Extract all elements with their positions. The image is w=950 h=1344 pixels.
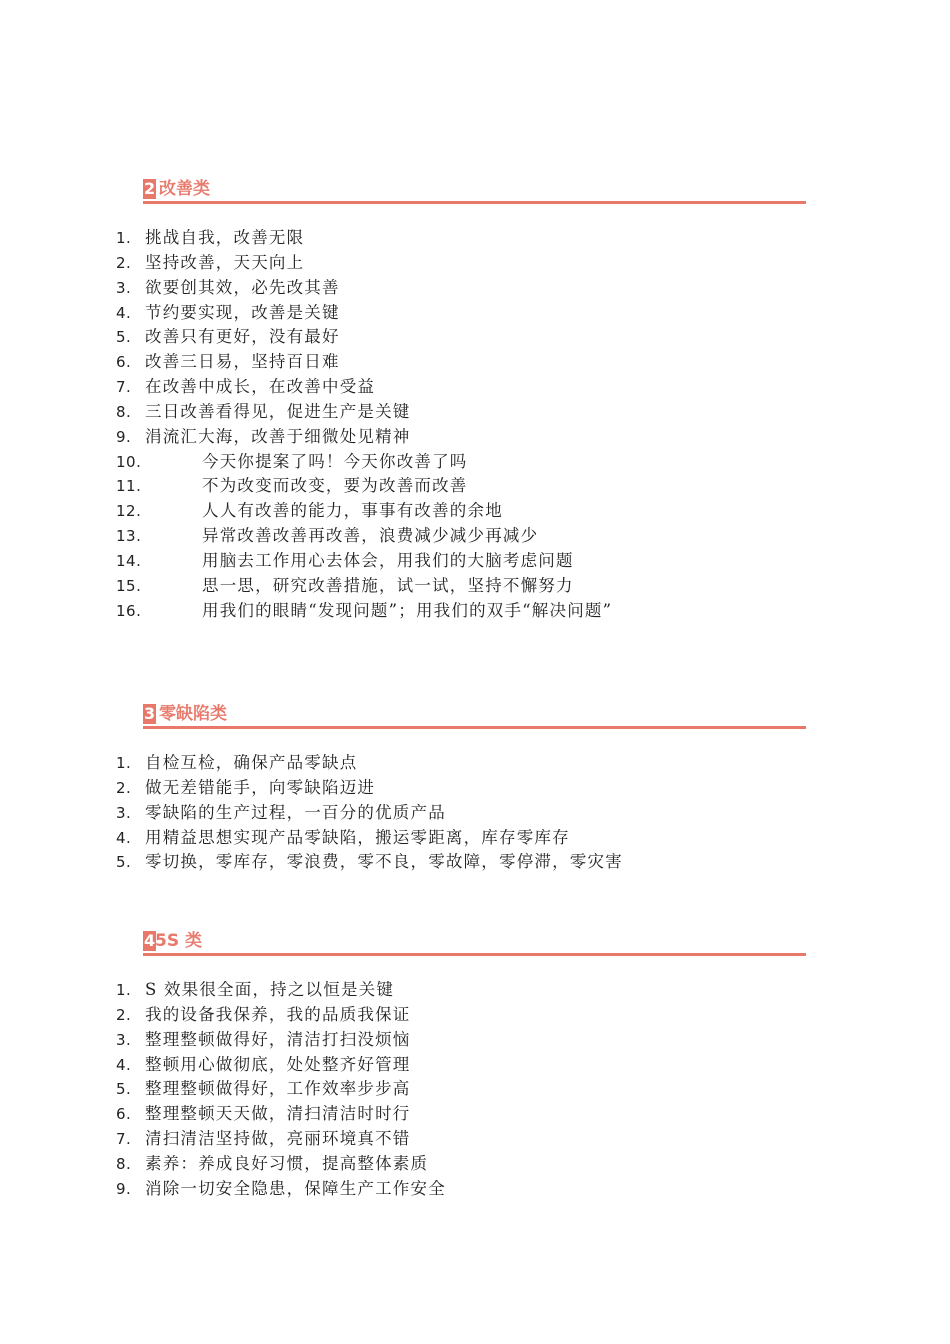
- section-number: 4: [144, 931, 156, 950]
- item-text: 在改善中成长，在改善中受益: [145, 377, 376, 397]
- list-item: [116, 474, 612, 499]
- item-number: 10.: [116, 452, 142, 471]
- list-item: [116, 450, 612, 475]
- item-number: 12.: [116, 502, 142, 521]
- item-text: 整理整顿做得好，清洁打扫没烦恼: [145, 1029, 411, 1049]
- list-item: [116, 1077, 446, 1102]
- section-title: 5S 类: [155, 931, 202, 951]
- item-text: 整理整顿天天做，清扫清洁时时行: [145, 1104, 411, 1124]
- item-text: 零缺陷的生产过程，一百分的优质产品: [145, 802, 446, 822]
- item-number: 8.: [116, 402, 132, 421]
- item-number: 14.: [116, 551, 142, 570]
- list-item: [116, 301, 612, 326]
- list-item: [116, 1177, 446, 1202]
- list-item: [116, 776, 623, 801]
- section-heading: [143, 171, 806, 204]
- item-text: 涓流汇大海，改善于细微处见精神: [145, 426, 411, 446]
- item-text: 改善三日易，坚持百日难: [145, 352, 340, 372]
- item-text: 整顿用心做彻底，处处整齐好管理: [145, 1054, 411, 1074]
- list-item: [116, 325, 612, 350]
- list-item: [116, 549, 612, 574]
- section-heading: [143, 923, 806, 956]
- item-text: 不为改变而改变，要为改善而改善: [202, 476, 468, 496]
- list-item: [116, 226, 612, 251]
- item-number: 4.: [116, 303, 132, 322]
- item-text: 异常改善改善再改善，浪费减少减少再减少: [202, 526, 539, 546]
- item-number: 16.: [116, 601, 142, 620]
- item-text: 自检互检，确保产品零缺点: [145, 753, 358, 772]
- item-text: 思一思，研究改善措施，试一试，坚持不懈努力: [202, 575, 574, 595]
- section-number: 3: [144, 704, 156, 723]
- item-text: 做无差错能手，向零缺陷迈进: [145, 777, 376, 797]
- item-text: 人人有改善的能力，事事有改善的余地: [202, 501, 503, 521]
- list-item: [116, 1053, 446, 1078]
- item-number: 6.: [116, 353, 132, 372]
- slogan-list: [116, 751, 623, 875]
- list-item: [116, 425, 612, 450]
- slogan-list: [116, 978, 446, 1202]
- item-text: 消除一切安全隐患，保障生产工作安全: [145, 1178, 446, 1198]
- item-number: 2.: [116, 778, 132, 797]
- item-number: 9.: [116, 427, 132, 446]
- item-text: 改善只有更好，没有最好: [145, 327, 340, 347]
- list-item: [116, 350, 612, 375]
- list-item: [116, 751, 623, 776]
- list-item: [116, 400, 612, 425]
- item-text: 整理整顿做得好，工作效率步步高: [145, 1079, 411, 1099]
- item-number: 15.: [116, 576, 142, 595]
- item-number: 2.: [116, 1005, 132, 1024]
- item-text: 坚持改善，天天向上: [145, 252, 305, 272]
- list-item: [116, 1028, 446, 1053]
- item-number: 5.: [116, 1080, 132, 1099]
- item-text: 欲要创其效，必先改其善: [145, 277, 340, 297]
- item-text: 用精益思想实现产品零缺陷，搬运零距离，库存零库存: [145, 827, 570, 847]
- list-item: [116, 251, 612, 276]
- section-title: 零缺陷类: [159, 704, 227, 724]
- item-text: 素养：养成良好习惯，提高整体素质: [145, 1153, 429, 1173]
- item-text: 用脑去工作用心去体会，用我们的大脑考虑问题: [202, 550, 574, 570]
- item-text: 三日改善看得见，促进生产是关键: [145, 401, 411, 421]
- slogan-list: [116, 226, 612, 624]
- list-item: [116, 1102, 446, 1127]
- item-number: 4.: [116, 828, 132, 847]
- item-text: 我的设备我保养，我的品质我保证: [145, 1004, 411, 1024]
- list-item: [116, 1127, 446, 1152]
- item-number: 7.: [116, 378, 132, 397]
- list-item: [116, 826, 623, 851]
- item-text: S 效果很全面，持之以恒是关键: [145, 980, 395, 999]
- item-number: 7.: [116, 1130, 132, 1149]
- list-item: [116, 599, 612, 624]
- item-number: 2.: [116, 253, 132, 272]
- item-number: 1.: [116, 229, 132, 247]
- item-number: 6.: [116, 1105, 132, 1124]
- item-number: 3.: [116, 803, 132, 822]
- item-number: 4.: [116, 1055, 132, 1074]
- item-number: 3.: [116, 1030, 132, 1049]
- item-text: 挑战自我，改善无限: [145, 228, 305, 247]
- item-text: 节约要实现，改善是关键: [145, 302, 340, 322]
- item-number: 5.: [116, 328, 132, 347]
- item-number: 11.: [116, 477, 142, 496]
- list-item: [116, 524, 612, 549]
- list-item: [116, 276, 612, 301]
- item-number: 9.: [116, 1179, 132, 1198]
- section-number: 2: [144, 179, 156, 198]
- item-text: 零切换，零库存，零浪费，零不良，零故障，零停滞，零灾害: [145, 852, 623, 872]
- item-number: 8.: [116, 1154, 132, 1173]
- list-item: [116, 375, 612, 400]
- item-number: 3.: [116, 278, 132, 297]
- item-number: 1.: [116, 981, 132, 999]
- list-item: [116, 850, 623, 875]
- list-item: [116, 801, 623, 826]
- list-item: [116, 978, 446, 1003]
- list-item: [116, 574, 612, 599]
- item-number: 1.: [116, 754, 132, 772]
- list-item: [116, 499, 612, 524]
- list-item: [116, 1152, 446, 1177]
- item-text: 清扫清洁坚持做，亮丽环境真不错: [145, 1129, 411, 1149]
- section-heading: [143, 696, 806, 729]
- item-text: 今天你提案了吗！今天你改善了吗: [202, 451, 468, 471]
- item-number: 13.: [116, 527, 142, 546]
- item-number: 5.: [116, 853, 132, 872]
- list-item: [116, 1003, 446, 1028]
- section-title: 改善类: [159, 179, 210, 199]
- item-text: 用我们的眼睛“发现问题”；用我们的双手“解决问题”: [202, 600, 613, 620]
